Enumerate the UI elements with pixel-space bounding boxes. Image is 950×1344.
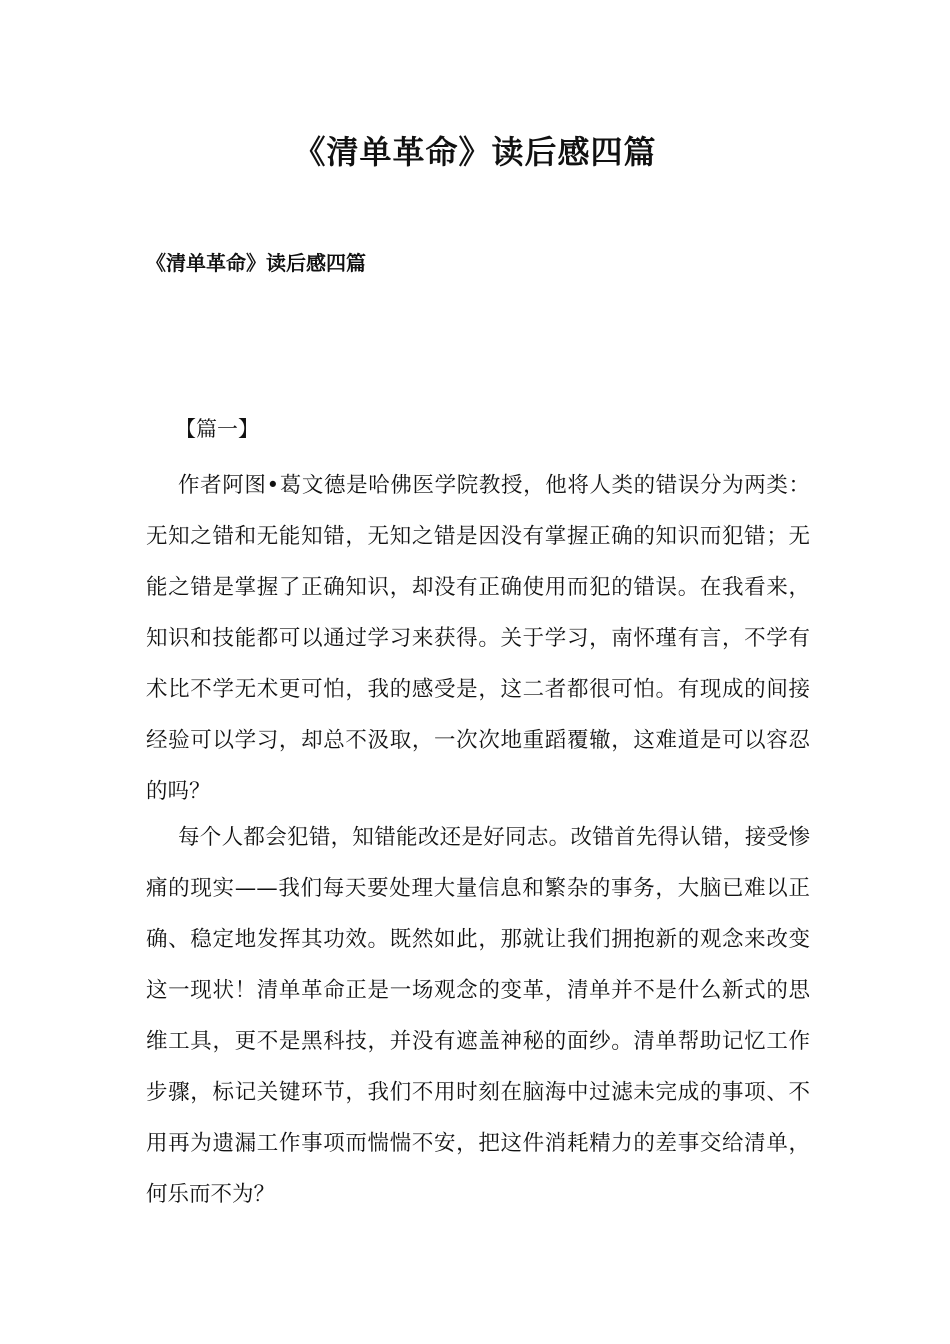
document-subtitle: 《清单革命》读后感四篇 (146, 251, 366, 275)
body-paragraph: 作者阿图•葛文德是哈佛医学院教授，他将人类的错误分为两类：无知之错和无能知错，无知之错是因没有掌握正确的知识而犯错；无能之错是掌握了正确知识，却没有正确使用而犯的错误。在我看来，知识和技能都可以通过学习来获得。关于学习，南怀瑾有言，不学有术比不学无术更可怕，我的感受是，这二者都很可怕。有现成的间接经验可以学习，却总不汲取，一次次地重蹈覆辙，这难道是可以容忍的吗？ (146, 473, 810, 804)
body-paragraph: 每个人都会犯错，知错能改还是好同志。改错首先得认错，接受惨痛的现实——我们每天要处理大量信息和繁杂的事务，大脑已难以正确、稳定地发挥其功效。既然如此，那就让我们拥抱新的观念来改变这一现状！清单革命正是一场观念的变革，清单并不是什么新式的思维工具，更不是黑科技，并没有遮盖神秘的面纱。清单帮助记忆工作步骤，标记关键环节，我们不用时刻在脑海中过滤未完成的事项、不用再为遗漏工作事项而惴惴不安，把这件消耗精力的差事交给清单，何乐而不为？ (146, 825, 810, 1207)
section-label: 【篇一】 (175, 417, 259, 441)
document-title: 《清单革命》读后感四篇 (293, 133, 657, 171)
